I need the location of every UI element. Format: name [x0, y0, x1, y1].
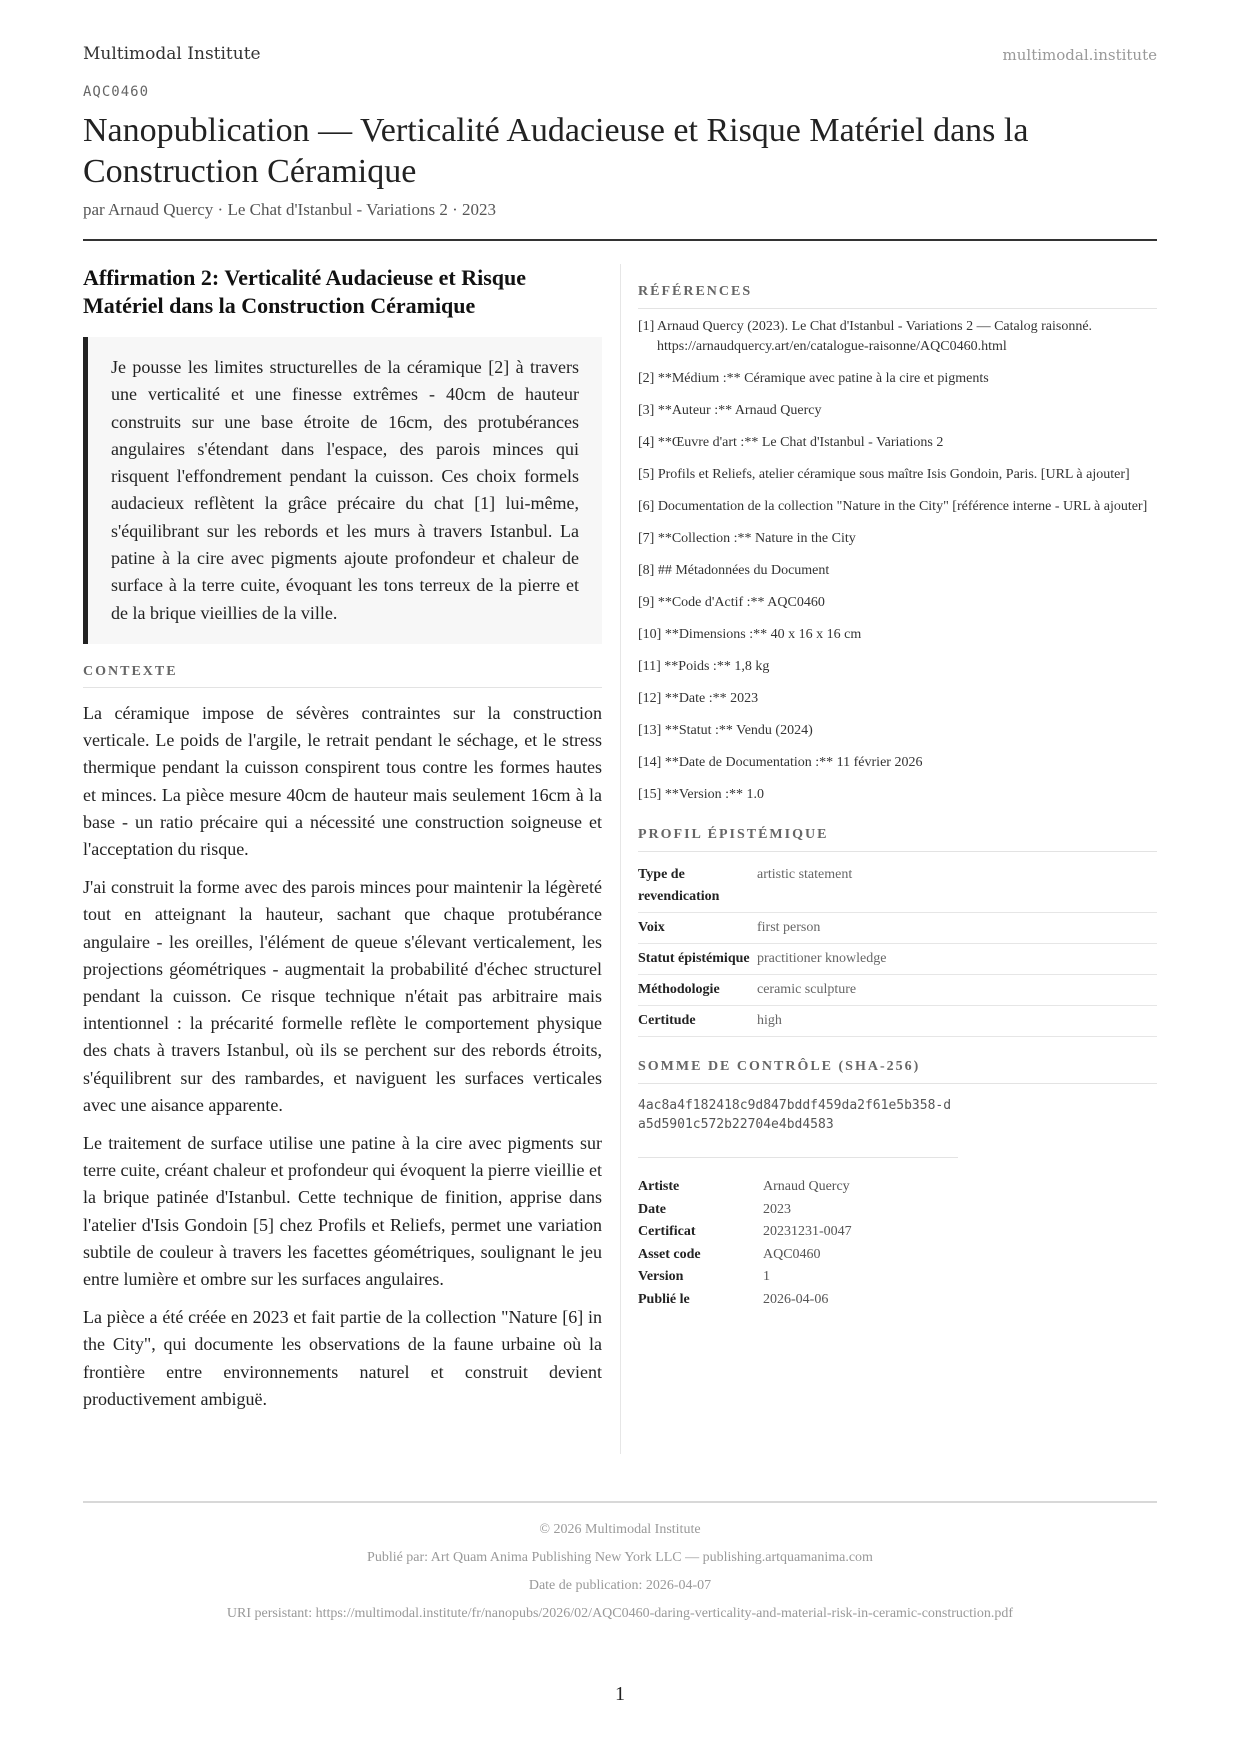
footer	[83, 1519, 1157, 1631]
references-heading: RÉFÉRENCES	[638, 274, 1157, 309]
metadata-row	[638, 1176, 1157, 1199]
top-bar	[83, 44, 1157, 68]
epistemic-value: artistic statement	[757, 860, 1157, 913]
context-heading: CONTEXTE	[83, 664, 602, 688]
metadata-list	[638, 1176, 1157, 1312]
reference-item: [9] **Code d'Actif :** AQC0460	[638, 595, 825, 610]
epistemic-value: practitioner knowledge	[757, 944, 1157, 975]
table-row	[638, 913, 1157, 944]
byline: par Arnaud Quercy · Le Chat d'Istanbul - Variations 2 · 2023	[83, 200, 497, 219]
sidebar	[638, 274, 1157, 1312]
checksum-value: 4ac8a4f182418c9d847bddf459da2f61e5b358-da5d5901c572b22704e4bd4583	[638, 1096, 958, 1158]
metadata-value: 2023	[763, 1201, 791, 1217]
metadata-key: Asset code	[638, 1246, 701, 1262]
reference-item: [3] **Auteur :** Arnaud Quercy	[638, 403, 822, 418]
reference-item: [12] **Date :** 2023	[638, 691, 759, 706]
reference-item: [6] Documentation de la collection "Nature in the City" [référence interne - URL à ajouter]	[638, 499, 1148, 514]
epistemic-value: high	[757, 1006, 1157, 1037]
metadata-value: 2026-04-06	[763, 1291, 829, 1307]
reference-item: [15] **Version :** 1.0	[638, 787, 764, 802]
metadata-row	[638, 1244, 1157, 1267]
metadata-value: AQC0460	[763, 1246, 821, 1262]
metadata-row	[638, 1266, 1157, 1289]
reference-item: [7] **Collection :** Nature in the City	[638, 531, 856, 546]
footer-publisher[interactable]: Publié par: Art Quam Anima Publishing New York LLC — publishing.artquamanima.com	[367, 1550, 873, 1565]
site-link[interactable]: multimodal.institute	[1002, 46, 1157, 64]
claim-heading: Affirmation 2: Verticalité Audacieuse et Risque Matériel dans la Construction Céramique	[83, 265, 526, 318]
claim-quote: Je pousse les limites structurelles de la céramique [2] à travers une verticalité et une finesse extrêmes - 40cm de hauteur construits sur une base étroite de 16cm, des protubérances angulaires s'étendant dans l'espace, des parois minces qui risquent l'effondrement pendant la cuisson. Ces choix formels audacieux reflètent la grâce précaire du chat [1] lui-même, s'équilibrant sur les rebords et les murs à travers Istanbul. La patine à la cire avec pigments ajoute profondeur et chaleur de surface à la terre cuite, évoquant les tons terreux de la pierre et de la brique vieillies de la ville.	[83, 337, 602, 644]
footer-uri[interactable]: URI persistant: https://multimodal.institute/fr/nanopubs/2026/02/AQC0460-daring-verticality-and-material-risk-in-ceramic-construction.pdf	[226, 1606, 1014, 1621]
epistemic-table	[638, 860, 1157, 1037]
metadata-key: Version	[638, 1269, 684, 1285]
page-title: Nanopublication — Verticalité Audacieuse et Risque Matériel dans la Construction Céramique	[83, 112, 1029, 190]
page-number: 1	[615, 1683, 625, 1705]
epistemic-key: Méthodologie	[638, 975, 757, 1006]
epistemic-value: ceramic sculpture	[757, 975, 1157, 1006]
context-paragraph: Le traitement de surface utilise une patine à la cire avec pigments sur terre cuite, créant chaleur et profondeur qui évoquent la pierre vieillie et la brique patinée d'Istanbul. Cette technique de finition, apprise dans l'atelier d'Isis Gondoin [5] chez Profils et Reliefs, permet une variation subtile de couleur à travers les facettes géométriques, soulignant le jeu entre lumière et ombre sur les surfaces angulaires.	[83, 1133, 602, 1290]
metadata-key: Date	[638, 1201, 666, 1217]
context-paragraph: La céramique impose de sévères contraintes sur la construction verticale. Le poids de l'argile, le retrait pendant le séchage, et le stress thermique pendant la cuisson conspirent tous contre les formes hautes et minces. La pièce mesure 40cm de hauteur mais seulement 16cm à la base - un ratio précaire qui a nécessité une construction soigneuse et l'acceptation du risque.	[83, 702, 602, 859]
table-row	[638, 860, 1157, 913]
metadata-row	[638, 1289, 1157, 1312]
table-row	[638, 975, 1157, 1006]
metadata-key: Certificat	[638, 1224, 696, 1240]
checksum-heading: SOMME DE CONTRÔLE (SHA-256)	[638, 1049, 1157, 1084]
asset-code: AQC0460	[83, 84, 150, 100]
header-divider	[83, 239, 1157, 241]
reference-item: [13] **Statut :** Vendu (2024)	[638, 723, 813, 738]
column-divider	[620, 264, 621, 1454]
metadata-key: Artiste	[638, 1179, 680, 1194]
epistemic-key: Type de revendication	[638, 860, 757, 913]
table-row	[638, 1006, 1157, 1037]
reference-item: [11] **Poids :** 1,8 kg	[638, 659, 770, 674]
footer-divider	[83, 1501, 1157, 1503]
footer-pubdate: Date de publication: 2026-04-07	[528, 1578, 712, 1593]
metadata-value: 20231231-0047	[763, 1224, 852, 1240]
metadata-value: 1	[763, 1269, 770, 1285]
reference-item: [4] **Œuvre d'art :** Le Chat d'Istanbul - Variations 2	[638, 435, 944, 450]
reference-item: [14] **Date de Documentation :** 11 février 2026	[638, 755, 923, 770]
context-paragraph: J'ai construit la forme avec des parois minces pour maintenir la légèreté tout en atteignant la hauteur, sachant que chaque protubérance angulaire - les oreilles, l'élément de queue s'élevant verticalement, les projections géométriques - augmentait la probabilité d'échec structurel pendant la cuisson. Ce risque technique n'était pas arbitraire mais intentionnel : la précarité formelle reflète le comportement physique des chats à travers Istanbul, où ils se perchent sur des rebords étroits, s'équilibrent sur des rambardes, et naviguent les surfaces verticales avec une aisance apparente.	[83, 877, 602, 1115]
metadata-key: Publié le	[638, 1291, 690, 1307]
metadata-row	[638, 1221, 1157, 1244]
footer-copyright: © 2026 Multimodal Institute	[539, 1522, 701, 1537]
table-row	[638, 944, 1157, 975]
reference-item: [10] **Dimensions :** 40 x 16 x 16 cm	[638, 627, 862, 642]
epistemic-heading: PROFIL ÉPISTÉMIQUE	[638, 817, 1157, 852]
main-column	[83, 264, 602, 1413]
epistemic-key: Voix	[638, 913, 757, 944]
metadata-row	[638, 1199, 1157, 1222]
context-paragraph: La pièce a été créée en 2023 et fait partie de la collection "Nature [6] in the City", qui documente les observations de la faune urbaine où la frontière entre environnements naturel et construit devient productivement ambiguë.	[83, 1307, 602, 1409]
reference-item: [5] Profils et Reliefs, atelier céramique sous maître Isis Gondoin, Paris. [URL à ajouter]	[638, 467, 1130, 482]
epistemic-value: first person	[757, 913, 1157, 944]
reference-item: [8] ## Métadonnées du Document	[638, 563, 830, 578]
epistemic-key: Statut épistémique	[638, 944, 757, 975]
institute-name: Multimodal Institute	[83, 44, 261, 64]
reference-item: [2] **Médium :** Céramique avec patine à la cire et pigments	[638, 371, 989, 386]
epistemic-key: Certitude	[638, 1006, 757, 1037]
metadata-value: Arnaud Quercy	[763, 1179, 850, 1194]
references-list	[638, 317, 1157, 805]
reference-item[interactable]: [1] Arnaud Quercy (2023). Le Chat d'Istanbul - Variations 2 — Catalog raisonné. https://arnaudquercy.art/en/catalogue-raisonne/AQC0460.html	[638, 319, 1093, 354]
